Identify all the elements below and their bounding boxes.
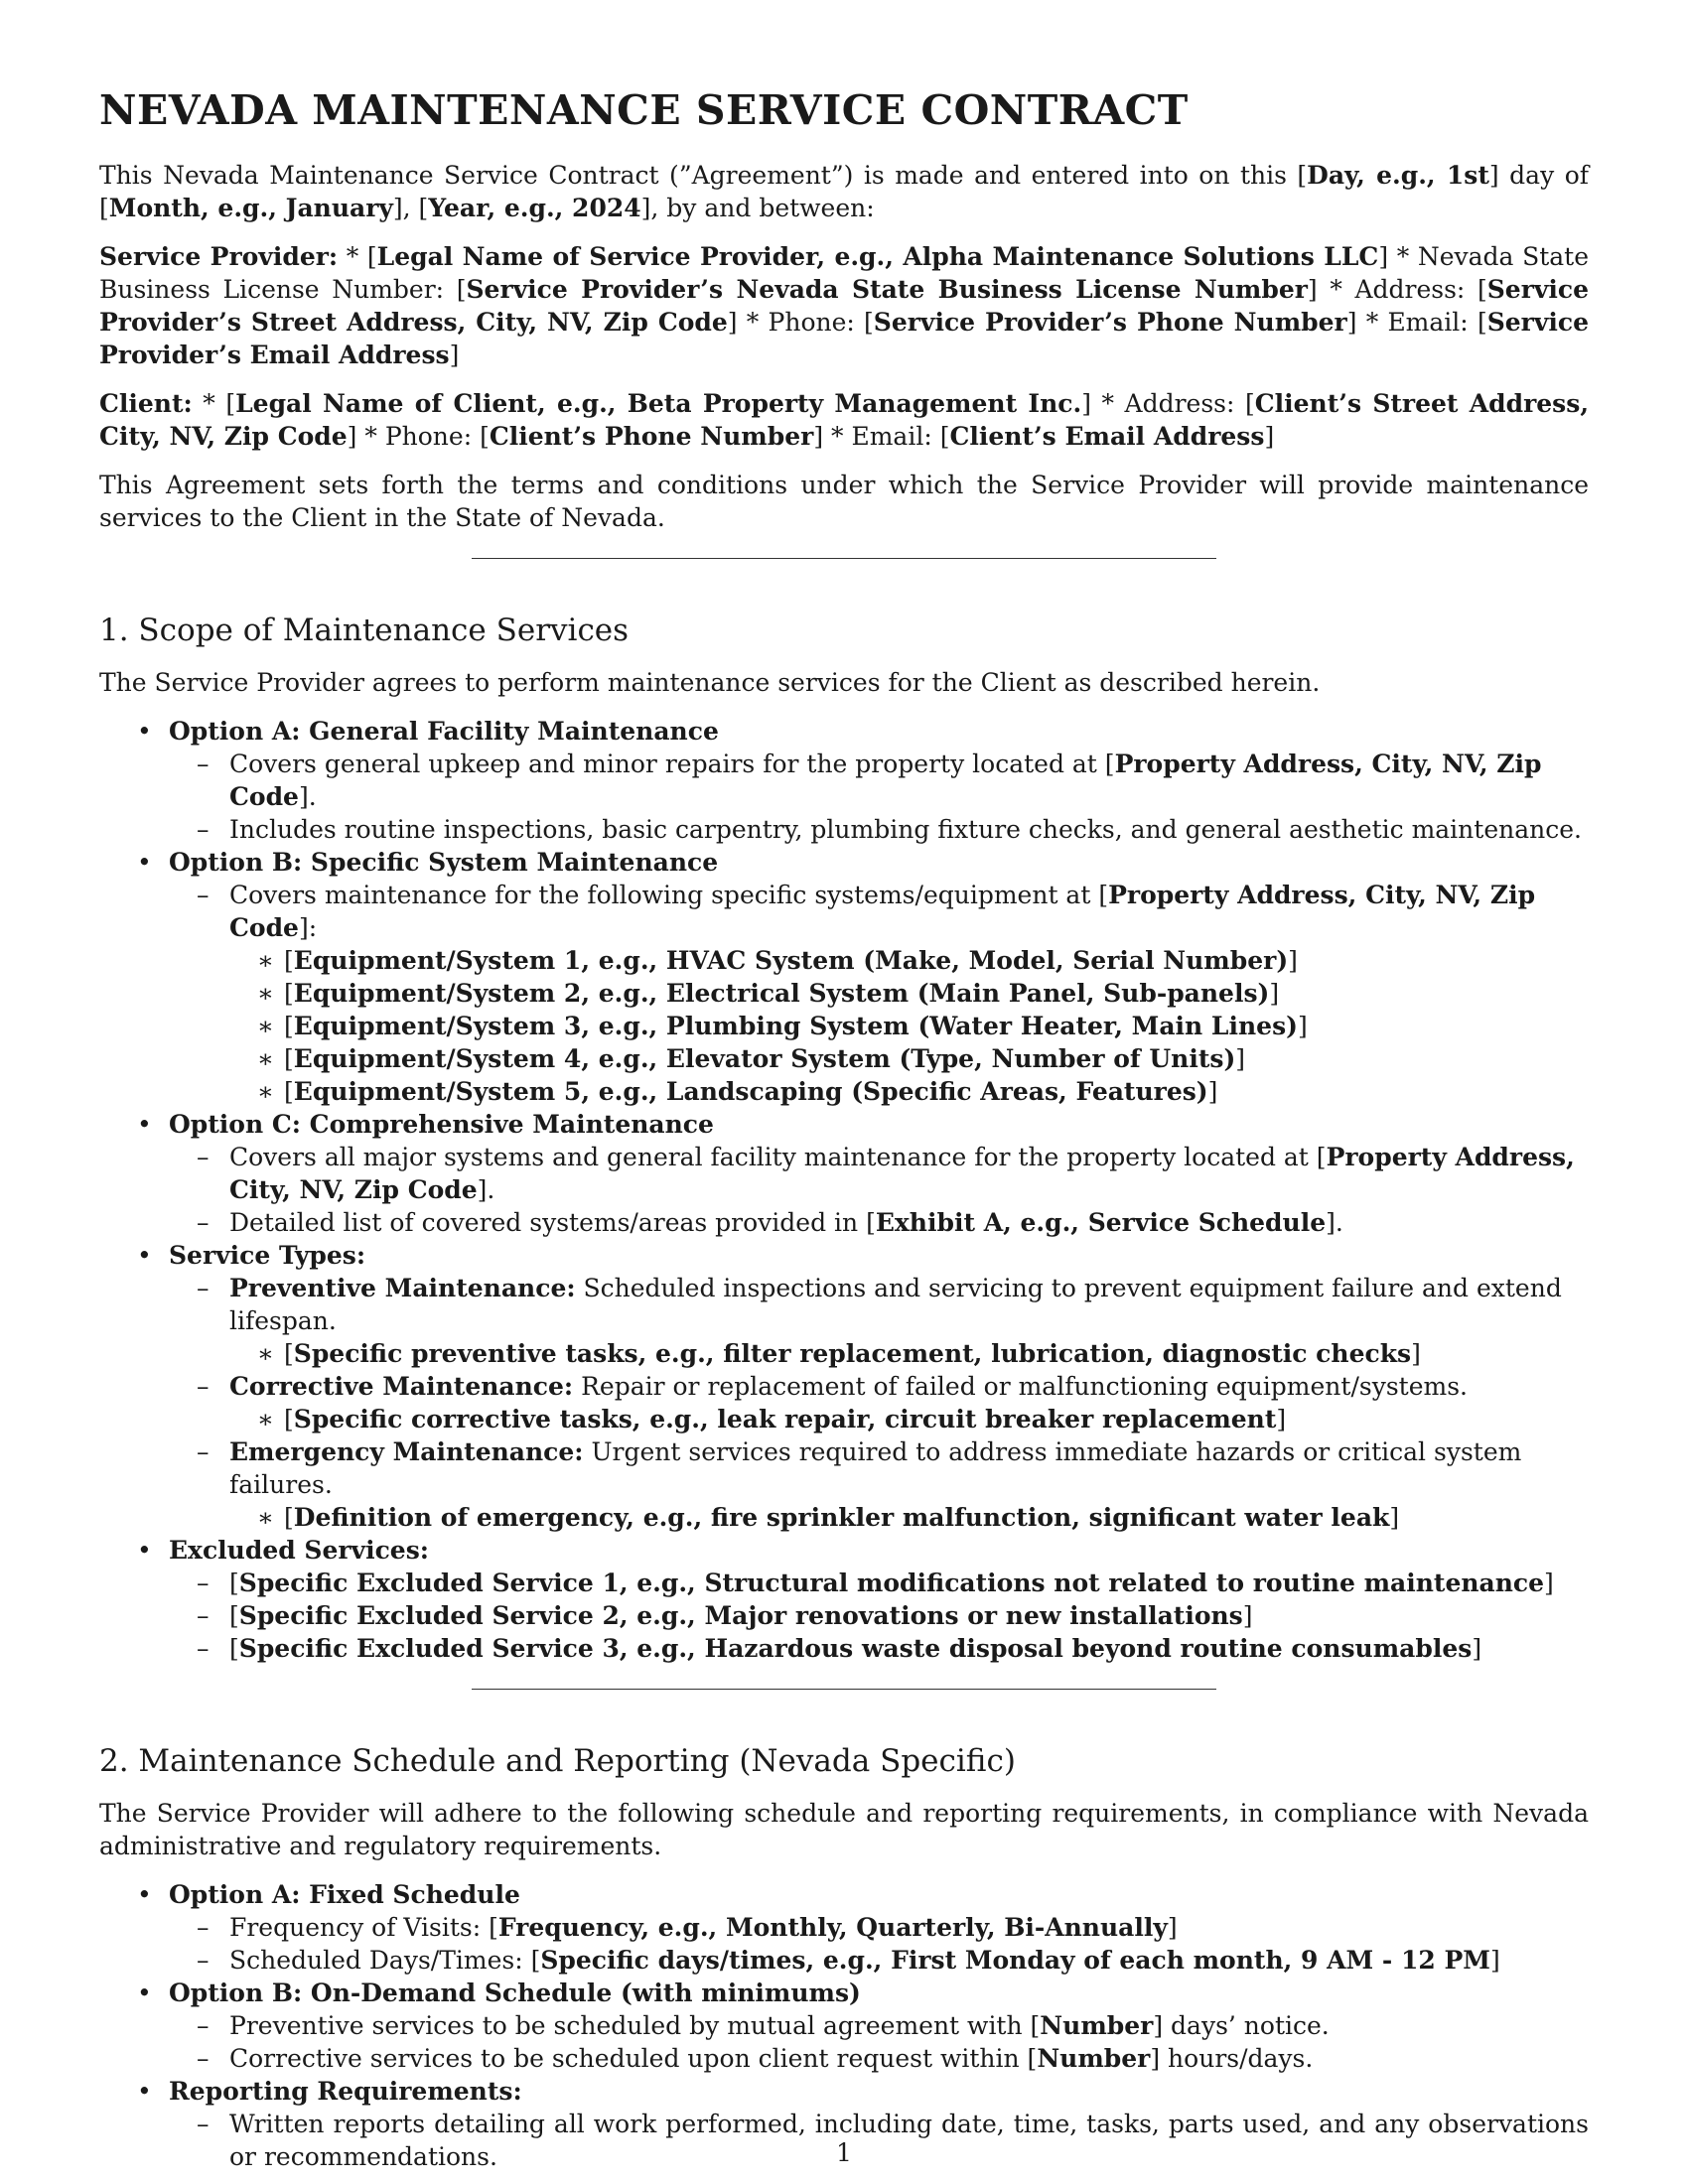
list-item xyxy=(169,1370,1589,1435)
option-b-label: Option B: Specific System Maintenance xyxy=(169,848,719,877)
item-text: ]. xyxy=(1326,1208,1343,1237)
placeholder-number: Number xyxy=(1037,2044,1151,2073)
list-item: – [Specific Excluded Service 2, e.g., Major renovations or new installations] xyxy=(197,1601,1253,1630)
list-item xyxy=(99,1534,1589,1665)
equipment-item: ∗ [Equipment/System 5, e.g., Landscaping (Specific Areas, Features)] xyxy=(257,1077,1218,1106)
on-demand-schedule-label: Option B: On-Demand Schedule (with minimums) xyxy=(169,1979,861,2007)
placeholder-license: Service Provider’s Nevada State Business License Number xyxy=(466,275,1308,304)
placeholder-emergency-definition: Definition of emergency, e.g., fire sprinkler malfunction, significant water leak xyxy=(293,1503,1390,1532)
preventive-label: Preventive Maintenance: xyxy=(229,1274,576,1302)
emergency-label: Emergency Maintenance: xyxy=(229,1437,584,1466)
list-item xyxy=(169,2042,1589,2075)
item-text: ] hours/days. xyxy=(1150,2044,1314,2073)
list-item xyxy=(99,715,1589,846)
dash-marker: – xyxy=(197,750,210,778)
option-a-label: Option A: General Facility Maintenance xyxy=(169,717,719,746)
email-label: Email: xyxy=(851,422,932,451)
placeholder-provider-name: Legal Name of Service Provider, e.g., Alpha Maintenance Solutions LLC xyxy=(376,242,1379,271)
placeholder-property-address: Property Address, City, NV, Zip Code xyxy=(229,881,1536,942)
section-2-heading: 2. Maintenance Schedule and Reporting (Nevada Specific) xyxy=(99,1743,1016,1779)
dash-marker: – xyxy=(197,2044,210,2073)
client-paragraph: Client: * [Legal Name of Client, e.g., Beta Property Management Inc.] * Address: [Client’s Street Address, City, NV, Zip Code] * Phone: [Client’s Phone Number] * Email: [Client’s Email Address] xyxy=(99,389,1590,451)
list-item: – [Specific Excluded Service 3, e.g., Hazardous waste disposal beyond routine consumables] xyxy=(197,1634,1482,1663)
placeholder-number: Number xyxy=(1040,2011,1154,2040)
placeholder-preventive-tasks: Specific preventive tasks, e.g., filter replacement, lubrication, diagnostic checks xyxy=(293,1339,1412,1368)
asterisk-marker: ∗ xyxy=(257,1077,274,1106)
sub-list xyxy=(229,1403,1589,1435)
item-text: Scheduled inspections and servicing to prevent equipment failure and extend lifespan. xyxy=(229,1274,1562,1335)
list-item: ∗ [Specific preventive tasks, e.g., filter replacement, lubrication, diagnostic checks] xyxy=(257,1339,1421,1368)
placeholder-corrective-tasks: Specific corrective tasks, e.g., leak repair, circuit breaker replacement xyxy=(293,1405,1277,1433)
bullet-marker: • xyxy=(137,1880,152,1909)
list-item xyxy=(169,2009,1589,2042)
inline-bullet: * xyxy=(1396,242,1410,271)
placeholder-equipment: Equipment/System 5, e.g., Landscaping (Specific Areas, Features) xyxy=(293,1077,1208,1106)
dash-marker: – xyxy=(197,1437,210,1466)
placeholder-equipment: Equipment/System 1, e.g., HVAC System (Make, Model, Serial Number) xyxy=(293,946,1289,975)
document-page xyxy=(99,85,1589,2173)
item-text: Includes routine inspections, basic carpentry, plumbing fixture checks, and general aesthetic maintenance. xyxy=(229,815,1582,844)
email-label: Email: xyxy=(1387,308,1469,337)
placeholder-month: Month, e.g., January xyxy=(108,194,393,222)
item-text: Repair or replacement of failed or malfunctioning equipment/systems. xyxy=(573,1372,1468,1401)
list-item xyxy=(169,748,1589,813)
placeholder-excluded-service: Specific Excluded Service 3, e.g., Hazardous waste disposal beyond routine consumables xyxy=(238,1634,1473,1663)
asterisk-marker: ∗ xyxy=(257,1012,274,1040)
item-text: Frequency of Visits: [ xyxy=(229,1913,498,1942)
item-text: ]: xyxy=(298,913,318,942)
dash-marker: – xyxy=(197,1601,210,1630)
list-item xyxy=(169,879,1589,1108)
equipment-item: ∗ [Equipment/System 3, e.g., Plumbing System (Water Heater, Main Lines)] xyxy=(257,1012,1308,1040)
list-item xyxy=(99,1878,1589,1977)
dash-marker: – xyxy=(197,1569,210,1597)
sub-list xyxy=(169,1911,1589,1977)
dash-marker: – xyxy=(197,2011,210,2040)
list-item xyxy=(99,1108,1589,1239)
intro-paragraph xyxy=(99,159,1589,224)
section-1-intro: The Service Provider agrees to perform maintenance services for the Client as described herein. xyxy=(99,668,1321,697)
sub-list xyxy=(229,1501,1589,1534)
item-text: Preventive services to be scheduled by mutual agreement with [ xyxy=(229,2011,1041,2040)
dash-marker: – xyxy=(197,881,210,909)
asterisk-marker: ∗ xyxy=(257,1405,274,1433)
item-text: Detailed list of covered systems/areas provided in [ xyxy=(229,1208,876,1237)
placeholder-year: Year, e.g., 2024 xyxy=(428,194,641,222)
placeholder-client-email: Client’s Email Address xyxy=(949,422,1265,451)
sub-list xyxy=(169,1272,1589,1534)
list-item: – [Specific Excluded Service 1, e.g., Structural modifications not related to routine maintenance] xyxy=(197,1569,1554,1597)
section-divider xyxy=(472,1689,1216,1690)
corrective-label: Corrective Maintenance: xyxy=(229,1372,574,1401)
license-label: Nevada State Business License Number: xyxy=(99,242,1589,304)
asterisk-marker: ∗ xyxy=(257,979,274,1008)
placeholder-excluded-service: Specific Excluded Service 1, e.g., Structural modifications not related to routine maintenance xyxy=(238,1569,1545,1597)
scope-list xyxy=(99,715,1589,1665)
equipment-item: ∗ [Equipment/System 4, e.g., Elevator System (Type, Number of Units)] xyxy=(257,1044,1246,1073)
phone-label: Phone: xyxy=(384,422,473,451)
placeholder-excluded-service: Specific Excluded Service 2, e.g., Major renovations or new installations xyxy=(238,1601,1243,1630)
inline-bullet: * xyxy=(346,242,359,271)
asterisk-marker: ∗ xyxy=(257,1044,274,1073)
schedule-list xyxy=(99,1878,1589,2173)
fixed-schedule-label: Option A: Fixed Schedule xyxy=(169,1880,520,1909)
section-divider xyxy=(472,558,1216,559)
reporting-requirements-label: Reporting Requirements: xyxy=(169,2077,522,2106)
list-item xyxy=(169,1272,1589,1370)
list-item xyxy=(169,1141,1589,1206)
item-text: ] days’ notice. xyxy=(1153,2011,1330,2040)
document-title: NEVADA MAINTENANCE SERVICE CONTRACT xyxy=(99,86,1189,134)
inline-bullet: * xyxy=(1101,389,1114,418)
list-item xyxy=(169,1435,1589,1534)
equipment-item: ∗ [Equipment/System 2, e.g., Electrical System (Main Panel, Sub-panels)] xyxy=(257,979,1280,1008)
placeholder-provider-phone: Service Provider’s Phone Number xyxy=(873,308,1347,337)
page-number: 1 xyxy=(836,2138,852,2167)
dash-marker: – xyxy=(197,1634,210,1663)
item-text: Scheduled Days/Times: [ xyxy=(229,1946,541,1975)
placeholder-property-address: Property Address, City, NV, Zip Code xyxy=(229,750,1542,811)
bullet-marker: • xyxy=(137,1241,152,1270)
placeholder-client-name: Legal Name of Client, e.g., Beta Property Management Inc. xyxy=(235,389,1082,418)
service-provider-label: Service Provider: xyxy=(99,242,339,271)
address-label: Address: xyxy=(1354,275,1466,304)
inline-bullet: * xyxy=(1365,308,1379,337)
sub-list xyxy=(169,748,1589,846)
list-item: ∗ [Specific corrective tasks, e.g., leak repair, circuit breaker replacement] xyxy=(257,1405,1287,1433)
placeholder-equipment: Equipment/System 2, e.g., Electrical System (Main Panel, Sub-panels) xyxy=(293,979,1270,1008)
list-item xyxy=(99,1977,1589,2075)
list-item xyxy=(99,1239,1589,1534)
asterisk-marker: ∗ xyxy=(257,1339,274,1368)
list-item: ∗ [Definition of emergency, e.g., fire sprinkler malfunction, significant water leak] xyxy=(257,1503,1400,1532)
phone-label: Phone: xyxy=(768,308,855,337)
dash-marker: – xyxy=(197,1372,210,1401)
list-item: – Scheduled Days/Times: [Specific days/times, e.g., First Monday of each month, 9 AM - 12 PM] xyxy=(197,1946,1500,1975)
list-item xyxy=(99,846,1589,1108)
bullet-marker: • xyxy=(137,1110,152,1139)
intro-text: ], [ xyxy=(392,194,429,222)
list-item xyxy=(169,813,1589,846)
dash-marker: – xyxy=(197,1913,210,1942)
placeholder-days-times: Specific days/times, e.g., First Monday of each month, 9 AM - 12 PM xyxy=(540,1946,1490,1975)
list-item xyxy=(169,1206,1589,1239)
option-c-label: Option C: Comprehensive Maintenance xyxy=(169,1110,714,1139)
dash-marker: – xyxy=(197,1274,210,1302)
equipment-list xyxy=(229,944,1589,1108)
placeholder-provider-address: Service Provider’s Street Address, City, NV, Zip Code xyxy=(99,275,1590,337)
item-text: Covers all major systems and general facility maintenance for the property located at [ xyxy=(229,1143,1327,1171)
item-text: Covers general upkeep and minor repairs for the property located at [ xyxy=(229,750,1115,778)
placeholder-client-phone: Client’s Phone Number xyxy=(489,422,814,451)
placeholder-exhibit: Exhibit A, e.g., Service Schedule xyxy=(875,1208,1327,1237)
item-text: ]. xyxy=(298,782,317,811)
equipment-item: ∗ [Equipment/System 1, e.g., HVAC System (Make, Model, Serial Number)] xyxy=(257,946,1298,975)
item-text: Written reports detailing all work performed, including date, time, tasks, parts used, and any observations or recommendations. xyxy=(229,2110,1589,2171)
sub-list xyxy=(229,1337,1589,1370)
placeholder-equipment: Equipment/System 3, e.g., Plumbing System (Water Heater, Main Lines) xyxy=(293,1012,1298,1040)
inline-bullet: * xyxy=(746,308,760,337)
agreement-paragraph: This Agreement sets forth the terms and conditions under which the Service Provider will provide maintenance services to the Client in the State of Nevada. xyxy=(99,471,1589,532)
item-text: Urgent services required to address immediate hazards or critical system failures. xyxy=(229,1437,1522,1499)
item-text: ]. xyxy=(477,1175,495,1204)
service-provider-paragraph: Service Provider: * [Legal Name of Service Provider, e.g., Alpha Maintenance Solutions LLC] * Nevada State Business License Number: [Service Provider’s Nevada State Business License Number] * Address: [Service Provider’s Street Address, City, NV, Zip Code] * Phone: [Service Provider’s Phone Number] * Email: [Service Provider’s Email Address] xyxy=(99,242,1590,369)
bullet-marker: • xyxy=(137,848,152,877)
inline-bullet: * xyxy=(364,422,377,451)
asterisk-marker: ∗ xyxy=(257,946,274,975)
placeholder-equipment: Equipment/System 4, e.g., Elevator System (Type, Number of Units) xyxy=(293,1044,1236,1073)
list-item: – Frequency of Visits: [Frequency, e.g., Monthly, Quarterly, Bi-Annually] xyxy=(197,1913,1178,1942)
inline-bullet: * xyxy=(831,422,844,451)
excluded-services-label: Excluded Services: xyxy=(169,1536,430,1565)
sub-list xyxy=(169,2009,1589,2075)
service-types-label: Service Types: xyxy=(169,1241,366,1270)
dash-marker: – xyxy=(197,1143,210,1171)
sub-list xyxy=(169,879,1589,1108)
bullet-marker: • xyxy=(137,1979,152,2007)
placeholder-client-address: Client’s Street Address, City, NV, Zip Code xyxy=(99,389,1590,451)
dash-marker: – xyxy=(197,1208,210,1237)
intro-text: ], by and between: xyxy=(640,194,875,222)
client-label: Client: xyxy=(99,389,193,418)
dash-marker: – xyxy=(197,2110,210,2138)
intro-text: This Nevada Maintenance Service Contract (”Agreement”) is made and entered into on this [ xyxy=(99,161,1308,190)
placeholder-property-address: Property Address, City, NV, Zip Code xyxy=(229,1143,1575,1204)
dash-marker: – xyxy=(197,1946,210,1975)
inline-bullet: * xyxy=(1330,275,1342,304)
item-text: Covers maintenance for the following specific systems/equipment at [ xyxy=(229,881,1109,909)
section-2-intro: The Service Provider will adhere to the following schedule and reporting requirements, in compliance with Nevada administrative and regulatory requirements. xyxy=(99,1799,1589,1860)
sub-list xyxy=(169,1141,1589,1239)
intro-text: ] day of [ xyxy=(99,161,1590,222)
bullet-marker: • xyxy=(137,717,152,746)
placeholder-provider-email: Service Provider’s Email Address xyxy=(99,308,1589,369)
placeholder-frequency: Frequency, e.g., Monthly, Quarterly, Bi-Annually xyxy=(497,1913,1168,1942)
dash-marker: – xyxy=(197,815,210,844)
address-label: Address: xyxy=(1124,389,1235,418)
sub-list xyxy=(169,1567,1589,1665)
bullet-marker: • xyxy=(137,1536,152,1565)
asterisk-marker: ∗ xyxy=(257,1503,274,1532)
inline-bullet: * xyxy=(203,389,215,418)
bullet-marker: • xyxy=(137,2077,152,2106)
item-text: Corrective services to be scheduled upon client request within [ xyxy=(229,2044,1038,2073)
section-1-heading: 1. Scope of Maintenance Services xyxy=(99,613,630,648)
placeholder-day: Day, e.g., 1st xyxy=(1307,161,1489,190)
